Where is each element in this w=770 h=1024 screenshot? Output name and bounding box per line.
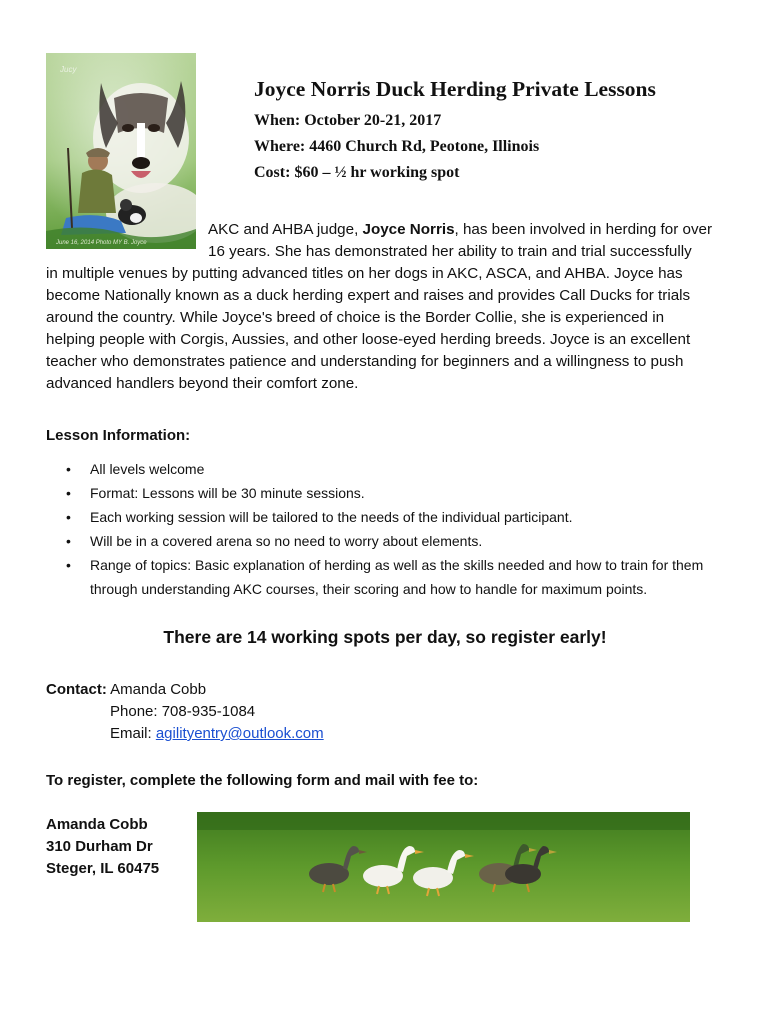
contact-label: Contact: [46,681,107,698]
bio-line-5: around the country. While Joyce's breed of choice is the Border Collie, she is experienced in [46,309,665,326]
register-early-callout: There are 14 working spots per day, so register early! [163,627,607,647]
lesson-info-heading: Lesson Information: [46,427,191,444]
photo-caption: June 16, 2014 Photo MY B. Joyce [56,240,147,246]
list-item: • Format: Lessons will be 30 minute sessions. [46,481,726,505]
event-location: Where: 4460 Church Rd, Peotone, Illinois [254,138,540,155]
list-item: • Will be in a covered arena so no need to worry about elements. [46,529,726,553]
contact-block [46,679,324,745]
mailing-address [46,814,159,880]
event-cost: Cost: $60 – ½ hr working spot [254,164,460,181]
dog-photo-graphic [46,53,196,249]
contact-email-line [46,723,324,745]
bio-line-1 [208,219,712,241]
contact-name: Amanda Cobb [106,681,207,698]
list-item: • Each working session will be tailored to the needs of the individual participant. [46,505,726,529]
bio-line-7: teacher who demonstrates patience and understanding for beginners and a willingness to push [46,353,684,370]
photo-signature: Jucy [60,65,77,74]
bio-line-3: in multiple venues by putting advanced titles on her dogs in AKC, ASCA, and AHBA. Joyce has [46,265,683,282]
email-label: Email: [110,725,156,742]
email-link[interactable]: agilityentry@outlook.com [155,725,324,742]
contact-line [46,679,324,701]
register-instructions: To register, complete the following form and mail with fee to: [46,772,479,789]
address-street: 310 Durham Dr [46,838,153,855]
ducks-photo [197,812,690,922]
address-name: Amanda Cobb [46,816,148,833]
judge-name: Joyce Norris [362,221,455,238]
address-city: Steger, IL 60475 [46,860,160,877]
bio-line-1-post: , has been involved in herding for over [454,221,713,238]
lesson-info-list [46,457,726,601]
page-title: Joyce Norris Duck Herding Private Lessons [254,77,656,101]
bio-line-4: become Nationally known as a duck herding expert and raises and provides Call Ducks for trials [46,287,691,304]
list-item: • All levels welcome [46,457,726,481]
list-item: • Range of topics: Basic explanation of herding as well as the skills needed and how to train for them through understanding AKC courses, their scoring and how to handle for maximum points. [46,553,726,601]
contact-phone: Phone: 708-935-1084 [110,703,256,720]
dog-handler-photo [46,53,196,249]
ducks-photo-graphic [197,812,690,922]
event-date: When: October 20-21, 2017 [254,112,442,129]
bio-line-1-pre: AKC and AHBA judge, [208,221,363,238]
bio-line-8: advanced handlers beyond their comfort zone. [46,375,359,392]
bio-line-6: helping people with Corgis, Aussies, and other loose-eyed herding breeds. Joyce is an excellent [46,331,691,348]
bio-line-2: 16 years. She has demonstrated her ability to train and trial successfully [208,243,692,260]
